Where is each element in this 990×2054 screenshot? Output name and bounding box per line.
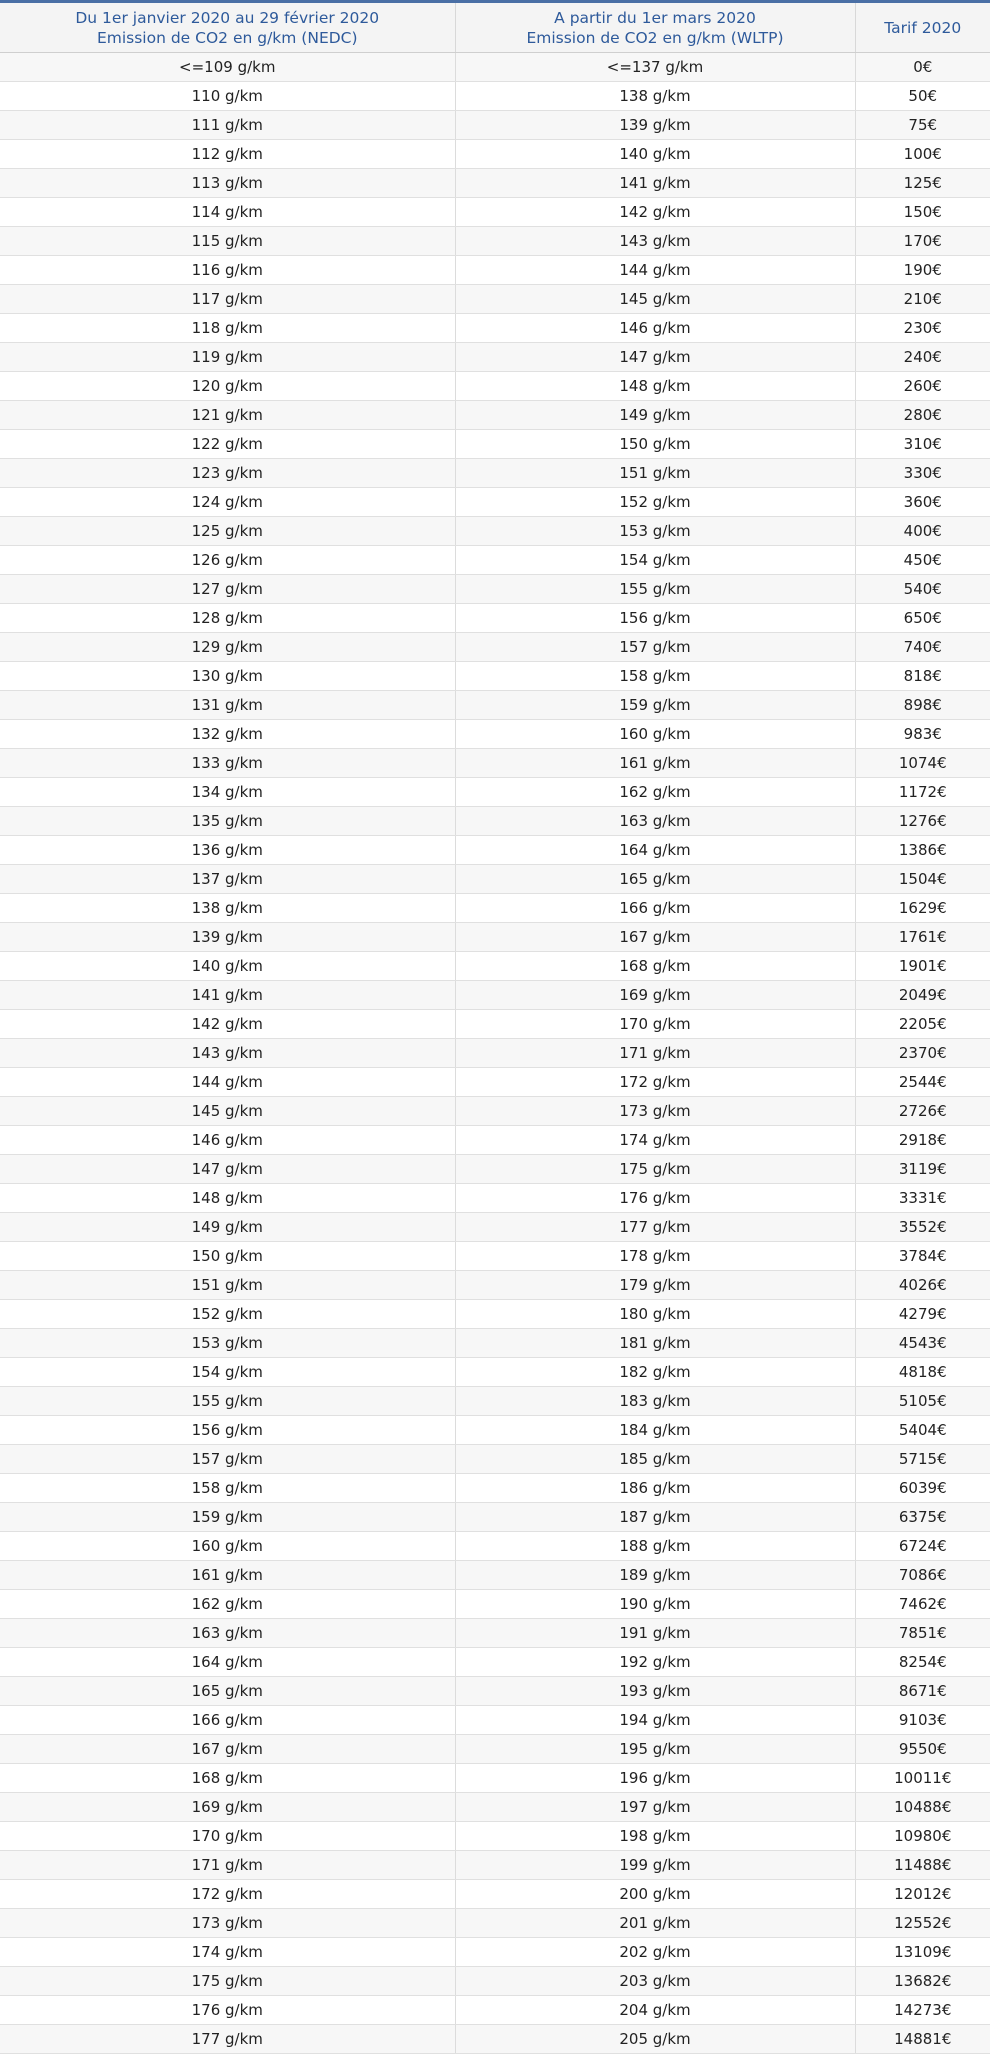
cell-nedc: 174 g/km bbox=[0, 1938, 455, 1967]
cell-wltp: 183 g/km bbox=[455, 1387, 855, 1416]
cell-wltp: 165 g/km bbox=[455, 865, 855, 894]
cell-wltp: 182 g/km bbox=[455, 1358, 855, 1387]
table-row bbox=[0, 604, 990, 633]
cell-tarif: 0€ bbox=[855, 53, 990, 82]
header-nedc bbox=[0, 3, 455, 53]
cell-wltp: 152 g/km bbox=[455, 488, 855, 517]
table-row bbox=[0, 1445, 990, 1474]
cell-nedc: 163 g/km bbox=[0, 1619, 455, 1648]
cell-tarif: 983€ bbox=[855, 720, 990, 749]
table-row bbox=[0, 1358, 990, 1387]
cell-nedc: 177 g/km bbox=[0, 2025, 455, 2054]
table-row bbox=[0, 952, 990, 981]
cell-nedc: 150 g/km bbox=[0, 1242, 455, 1271]
cell-tarif: 75€ bbox=[855, 111, 990, 140]
table-row bbox=[0, 1213, 990, 1242]
cell-tarif: 818€ bbox=[855, 662, 990, 691]
table-row bbox=[0, 169, 990, 198]
table-row bbox=[0, 923, 990, 952]
table-row bbox=[0, 459, 990, 488]
cell-nedc: 155 g/km bbox=[0, 1387, 455, 1416]
table-row bbox=[0, 1532, 990, 1561]
cell-nedc: 136 g/km bbox=[0, 836, 455, 865]
table-row bbox=[0, 1039, 990, 1068]
cell-tarif: 2918€ bbox=[855, 1126, 990, 1155]
cell-nedc: 139 g/km bbox=[0, 923, 455, 952]
cell-tarif: 330€ bbox=[855, 459, 990, 488]
cell-nedc: 156 g/km bbox=[0, 1416, 455, 1445]
cell-tarif: 1901€ bbox=[855, 952, 990, 981]
table-row bbox=[0, 1329, 990, 1358]
cell-nedc: 115 g/km bbox=[0, 227, 455, 256]
header-wltp bbox=[455, 3, 855, 53]
table-body bbox=[0, 53, 990, 2054]
table-row bbox=[0, 1996, 990, 2025]
header-nedc-period: Du 1er janvier 2020 au 29 février 2020 bbox=[75, 8, 380, 27]
cell-nedc: 162 g/km bbox=[0, 1590, 455, 1619]
cell-tarif: 650€ bbox=[855, 604, 990, 633]
table-row bbox=[0, 720, 990, 749]
cell-tarif: 150€ bbox=[855, 198, 990, 227]
cell-nedc: 129 g/km bbox=[0, 633, 455, 662]
cell-tarif: 125€ bbox=[855, 169, 990, 198]
cell-nedc: 113 g/km bbox=[0, 169, 455, 198]
cell-wltp: 170 g/km bbox=[455, 1010, 855, 1039]
cell-nedc: 126 g/km bbox=[0, 546, 455, 575]
cell-tarif: 1504€ bbox=[855, 865, 990, 894]
table-row bbox=[0, 807, 990, 836]
cell-wltp: 191 g/km bbox=[455, 1619, 855, 1648]
cell-wltp: 192 g/km bbox=[455, 1648, 855, 1677]
table-row bbox=[0, 865, 990, 894]
table-row bbox=[0, 517, 990, 546]
cell-wltp: 193 g/km bbox=[455, 1677, 855, 1706]
cell-tarif: 898€ bbox=[855, 691, 990, 720]
cell-nedc: 110 g/km bbox=[0, 82, 455, 111]
cell-wltp: 203 g/km bbox=[455, 1967, 855, 1996]
cell-wltp: 154 g/km bbox=[455, 546, 855, 575]
table-row bbox=[0, 1068, 990, 1097]
table-row bbox=[0, 2025, 990, 2054]
cell-tarif: 1386€ bbox=[855, 836, 990, 865]
cell-nedc: 127 g/km bbox=[0, 575, 455, 604]
cell-tarif: 450€ bbox=[855, 546, 990, 575]
cell-wltp: 185 g/km bbox=[455, 1445, 855, 1474]
table-row bbox=[0, 488, 990, 517]
table-row bbox=[0, 1735, 990, 1764]
cell-wltp: 174 g/km bbox=[455, 1126, 855, 1155]
table-row bbox=[0, 1271, 990, 1300]
cell-wltp: 166 g/km bbox=[455, 894, 855, 923]
cell-nedc: 165 g/km bbox=[0, 1677, 455, 1706]
cell-wltp: 157 g/km bbox=[455, 633, 855, 662]
cell-tarif: 3119€ bbox=[855, 1155, 990, 1184]
cell-wltp: 156 g/km bbox=[455, 604, 855, 633]
header-nedc-label: Emission de CO2 en g/km (NEDC) bbox=[96, 28, 358, 47]
cell-nedc: 159 g/km bbox=[0, 1503, 455, 1532]
table-row bbox=[0, 1561, 990, 1590]
cell-nedc: 157 g/km bbox=[0, 1445, 455, 1474]
cell-tarif: 7851€ bbox=[855, 1619, 990, 1648]
cell-tarif: 10488€ bbox=[855, 1793, 990, 1822]
cell-nedc: 149 g/km bbox=[0, 1213, 455, 1242]
cell-tarif: 8671€ bbox=[855, 1677, 990, 1706]
cell-nedc: 123 g/km bbox=[0, 459, 455, 488]
table-row bbox=[0, 1416, 990, 1445]
cell-wltp: 142 g/km bbox=[455, 198, 855, 227]
cell-tarif: 14273€ bbox=[855, 1996, 990, 2025]
table-row bbox=[0, 894, 990, 923]
cell-nedc: 124 g/km bbox=[0, 488, 455, 517]
cell-nedc: 122 g/km bbox=[0, 430, 455, 459]
cell-tarif: 1172€ bbox=[855, 778, 990, 807]
table-row bbox=[0, 1590, 990, 1619]
cell-tarif: 9103€ bbox=[855, 1706, 990, 1735]
cell-tarif: 12552€ bbox=[855, 1909, 990, 1938]
table-row bbox=[0, 343, 990, 372]
table-row bbox=[0, 1938, 990, 1967]
cell-wltp: 164 g/km bbox=[455, 836, 855, 865]
cell-wltp: 205 g/km bbox=[455, 2025, 855, 2054]
table-row bbox=[0, 1126, 990, 1155]
table-row bbox=[0, 1242, 990, 1271]
cell-wltp: 200 g/km bbox=[455, 1880, 855, 1909]
cell-wltp: 204 g/km bbox=[455, 1996, 855, 2025]
cell-nedc: 121 g/km bbox=[0, 401, 455, 430]
cell-tarif: 4543€ bbox=[855, 1329, 990, 1358]
table-row bbox=[0, 1503, 990, 1532]
cell-nedc: 111 g/km bbox=[0, 111, 455, 140]
cell-wltp: 184 g/km bbox=[455, 1416, 855, 1445]
table-row bbox=[0, 1793, 990, 1822]
cell-wltp: 190 g/km bbox=[455, 1590, 855, 1619]
table-row bbox=[0, 430, 990, 459]
header-wltp-period: A partir du 1er mars 2020 bbox=[554, 8, 756, 27]
cell-tarif: 7462€ bbox=[855, 1590, 990, 1619]
cell-tarif: 400€ bbox=[855, 517, 990, 546]
cell-wltp: 180 g/km bbox=[455, 1300, 855, 1329]
cell-nedc: 112 g/km bbox=[0, 140, 455, 169]
cell-tarif: 540€ bbox=[855, 575, 990, 604]
cell-tarif: 170€ bbox=[855, 227, 990, 256]
cell-nedc: 133 g/km bbox=[0, 749, 455, 778]
cell-nedc: 131 g/km bbox=[0, 691, 455, 720]
cell-wltp: 177 g/km bbox=[455, 1213, 855, 1242]
cell-wltp: 195 g/km bbox=[455, 1735, 855, 1764]
cell-nedc: 130 g/km bbox=[0, 662, 455, 691]
table-row bbox=[0, 546, 990, 575]
cell-tarif: 310€ bbox=[855, 430, 990, 459]
table-row bbox=[0, 1677, 990, 1706]
cell-tarif: 100€ bbox=[855, 140, 990, 169]
cell-wltp: 155 g/km bbox=[455, 575, 855, 604]
cell-nedc: 119 g/km bbox=[0, 343, 455, 372]
cell-tarif: 6039€ bbox=[855, 1474, 990, 1503]
cell-wltp: <=137 g/km bbox=[455, 53, 855, 82]
table-row bbox=[0, 227, 990, 256]
cell-tarif: 740€ bbox=[855, 633, 990, 662]
cell-wltp: 141 g/km bbox=[455, 169, 855, 198]
cell-wltp: 161 g/km bbox=[455, 749, 855, 778]
cell-wltp: 198 g/km bbox=[455, 1822, 855, 1851]
cell-tarif: 2726€ bbox=[855, 1097, 990, 1126]
cell-wltp: 197 g/km bbox=[455, 1793, 855, 1822]
cell-wltp: 149 g/km bbox=[455, 401, 855, 430]
cell-tarif: 1761€ bbox=[855, 923, 990, 952]
cell-tarif: 10011€ bbox=[855, 1764, 990, 1793]
cell-wltp: 138 g/km bbox=[455, 82, 855, 111]
cell-nedc: 141 g/km bbox=[0, 981, 455, 1010]
cell-wltp: 168 g/km bbox=[455, 952, 855, 981]
cell-nedc: 138 g/km bbox=[0, 894, 455, 923]
table-header bbox=[0, 3, 990, 53]
table-row bbox=[0, 1851, 990, 1880]
table-row bbox=[0, 1967, 990, 1996]
cell-nedc: 118 g/km bbox=[0, 314, 455, 343]
table-row bbox=[0, 1010, 990, 1039]
table-row bbox=[0, 1387, 990, 1416]
table-row bbox=[0, 1822, 990, 1851]
cell-tarif: 3784€ bbox=[855, 1242, 990, 1271]
table-row bbox=[0, 1474, 990, 1503]
cell-tarif: 1629€ bbox=[855, 894, 990, 923]
cell-wltp: 202 g/km bbox=[455, 1938, 855, 1967]
header-tarif-label: Tarif 2020 bbox=[884, 18, 962, 37]
table-row bbox=[0, 1155, 990, 1184]
cell-tarif: 2049€ bbox=[855, 981, 990, 1010]
cell-nedc: 160 g/km bbox=[0, 1532, 455, 1561]
cell-wltp: 148 g/km bbox=[455, 372, 855, 401]
table-row bbox=[0, 372, 990, 401]
cell-nedc: 146 g/km bbox=[0, 1126, 455, 1155]
table-row bbox=[0, 53, 990, 82]
cell-nedc: 172 g/km bbox=[0, 1880, 455, 1909]
cell-tarif: 5404€ bbox=[855, 1416, 990, 1445]
cell-tarif: 2370€ bbox=[855, 1039, 990, 1068]
cell-tarif: 260€ bbox=[855, 372, 990, 401]
cell-nedc: 134 g/km bbox=[0, 778, 455, 807]
cell-wltp: 194 g/km bbox=[455, 1706, 855, 1735]
cell-wltp: 163 g/km bbox=[455, 807, 855, 836]
cell-nedc: 161 g/km bbox=[0, 1561, 455, 1590]
cell-tarif: 360€ bbox=[855, 488, 990, 517]
cell-wltp: 186 g/km bbox=[455, 1474, 855, 1503]
cell-wltp: 167 g/km bbox=[455, 923, 855, 952]
cell-nedc: 151 g/km bbox=[0, 1271, 455, 1300]
table-row bbox=[0, 662, 990, 691]
table-row bbox=[0, 314, 990, 343]
cell-nedc: 171 g/km bbox=[0, 1851, 455, 1880]
cell-nedc: 143 g/km bbox=[0, 1039, 455, 1068]
cell-nedc: 114 g/km bbox=[0, 198, 455, 227]
cell-wltp: 153 g/km bbox=[455, 517, 855, 546]
cell-tarif: 4026€ bbox=[855, 1271, 990, 1300]
cell-wltp: 140 g/km bbox=[455, 140, 855, 169]
cell-nedc: 142 g/km bbox=[0, 1010, 455, 1039]
cell-nedc: 167 g/km bbox=[0, 1735, 455, 1764]
cell-wltp: 176 g/km bbox=[455, 1184, 855, 1213]
cell-tarif: 3331€ bbox=[855, 1184, 990, 1213]
cell-wltp: 181 g/km bbox=[455, 1329, 855, 1358]
table-row bbox=[0, 1764, 990, 1793]
cell-wltp: 162 g/km bbox=[455, 778, 855, 807]
cell-wltp: 145 g/km bbox=[455, 285, 855, 314]
cell-nedc: 135 g/km bbox=[0, 807, 455, 836]
table-row bbox=[0, 1880, 990, 1909]
table-row bbox=[0, 981, 990, 1010]
cell-nedc: 152 g/km bbox=[0, 1300, 455, 1329]
table-row bbox=[0, 1097, 990, 1126]
cell-nedc: 173 g/km bbox=[0, 1909, 455, 1938]
cell-tarif: 190€ bbox=[855, 256, 990, 285]
table-row bbox=[0, 111, 990, 140]
cell-nedc: 166 g/km bbox=[0, 1706, 455, 1735]
cell-tarif: 1276€ bbox=[855, 807, 990, 836]
table-row bbox=[0, 140, 990, 169]
table-row bbox=[0, 778, 990, 807]
table-row bbox=[0, 749, 990, 778]
cell-nedc: 116 g/km bbox=[0, 256, 455, 285]
cell-tarif: 3552€ bbox=[855, 1213, 990, 1242]
table-row bbox=[0, 82, 990, 111]
cell-wltp: 187 g/km bbox=[455, 1503, 855, 1532]
table-row bbox=[0, 1619, 990, 1648]
cell-wltp: 201 g/km bbox=[455, 1909, 855, 1938]
cell-nedc: 168 g/km bbox=[0, 1764, 455, 1793]
cell-nedc: 144 g/km bbox=[0, 1068, 455, 1097]
cell-nedc: 148 g/km bbox=[0, 1184, 455, 1213]
cell-wltp: 146 g/km bbox=[455, 314, 855, 343]
table-row bbox=[0, 1184, 990, 1213]
cell-tarif: 210€ bbox=[855, 285, 990, 314]
cell-tarif: 10980€ bbox=[855, 1822, 990, 1851]
cell-nedc: 170 g/km bbox=[0, 1822, 455, 1851]
cell-tarif: 13682€ bbox=[855, 1967, 990, 1996]
cell-tarif: 50€ bbox=[855, 82, 990, 111]
cell-nedc: 125 g/km bbox=[0, 517, 455, 546]
cell-nedc: 117 g/km bbox=[0, 285, 455, 314]
cell-wltp: 188 g/km bbox=[455, 1532, 855, 1561]
cell-wltp: 199 g/km bbox=[455, 1851, 855, 1880]
table-row bbox=[0, 401, 990, 430]
table-row bbox=[0, 256, 990, 285]
table-row bbox=[0, 691, 990, 720]
cell-wltp: 139 g/km bbox=[455, 111, 855, 140]
table-row bbox=[0, 1909, 990, 1938]
cell-nedc: 176 g/km bbox=[0, 1996, 455, 2025]
table-row bbox=[0, 836, 990, 865]
cell-tarif: 2205€ bbox=[855, 1010, 990, 1039]
header-tarif bbox=[855, 3, 990, 53]
cell-wltp: 196 g/km bbox=[455, 1764, 855, 1793]
cell-wltp: 159 g/km bbox=[455, 691, 855, 720]
cell-nedc: 132 g/km bbox=[0, 720, 455, 749]
cell-tarif: 5715€ bbox=[855, 1445, 990, 1474]
cell-tarif: 13109€ bbox=[855, 1938, 990, 1967]
header-wltp-label: Emission de CO2 en g/km (WLTP) bbox=[526, 28, 784, 47]
table-row bbox=[0, 1706, 990, 1735]
cell-wltp: 178 g/km bbox=[455, 1242, 855, 1271]
cell-wltp: 150 g/km bbox=[455, 430, 855, 459]
cell-tarif: 230€ bbox=[855, 314, 990, 343]
cell-wltp: 172 g/km bbox=[455, 1068, 855, 1097]
cell-tarif: 12012€ bbox=[855, 1880, 990, 1909]
cell-wltp: 179 g/km bbox=[455, 1271, 855, 1300]
cell-tarif: 5105€ bbox=[855, 1387, 990, 1416]
header-row bbox=[0, 3, 990, 53]
cell-tarif: 2544€ bbox=[855, 1068, 990, 1097]
cell-wltp: 160 g/km bbox=[455, 720, 855, 749]
cell-wltp: 151 g/km bbox=[455, 459, 855, 488]
cell-tarif: 6375€ bbox=[855, 1503, 990, 1532]
cell-nedc: 154 g/km bbox=[0, 1358, 455, 1387]
cell-nedc: 140 g/km bbox=[0, 952, 455, 981]
cell-nedc: 169 g/km bbox=[0, 1793, 455, 1822]
cell-nedc: 120 g/km bbox=[0, 372, 455, 401]
cell-tarif: 8254€ bbox=[855, 1648, 990, 1677]
cell-tarif: 14881€ bbox=[855, 2025, 990, 2054]
cell-nedc: 158 g/km bbox=[0, 1474, 455, 1503]
table-row bbox=[0, 198, 990, 227]
cell-wltp: 158 g/km bbox=[455, 662, 855, 691]
cell-wltp: 175 g/km bbox=[455, 1155, 855, 1184]
cell-nedc: 175 g/km bbox=[0, 1967, 455, 1996]
table-row bbox=[0, 575, 990, 604]
cell-nedc: 128 g/km bbox=[0, 604, 455, 633]
cell-tarif: 240€ bbox=[855, 343, 990, 372]
cell-nedc: 164 g/km bbox=[0, 1648, 455, 1677]
cell-nedc: 153 g/km bbox=[0, 1329, 455, 1358]
malus-table bbox=[0, 3, 990, 2054]
table-row bbox=[0, 1648, 990, 1677]
cell-wltp: 169 g/km bbox=[455, 981, 855, 1010]
cell-tarif: 1074€ bbox=[855, 749, 990, 778]
cell-tarif: 11488€ bbox=[855, 1851, 990, 1880]
cell-nedc: 147 g/km bbox=[0, 1155, 455, 1184]
cell-nedc: <=109 g/km bbox=[0, 53, 455, 82]
cell-nedc: 145 g/km bbox=[0, 1097, 455, 1126]
cell-tarif: 280€ bbox=[855, 401, 990, 430]
cell-tarif: 6724€ bbox=[855, 1532, 990, 1561]
table-row bbox=[0, 633, 990, 662]
cell-tarif: 4279€ bbox=[855, 1300, 990, 1329]
cell-wltp: 144 g/km bbox=[455, 256, 855, 285]
table-row bbox=[0, 285, 990, 314]
cell-wltp: 173 g/km bbox=[455, 1097, 855, 1126]
cell-wltp: 189 g/km bbox=[455, 1561, 855, 1590]
cell-wltp: 171 g/km bbox=[455, 1039, 855, 1068]
cell-tarif: 7086€ bbox=[855, 1561, 990, 1590]
table-row bbox=[0, 1300, 990, 1329]
cell-wltp: 147 g/km bbox=[455, 343, 855, 372]
cell-tarif: 9550€ bbox=[855, 1735, 990, 1764]
cell-tarif: 4818€ bbox=[855, 1358, 990, 1387]
cell-wltp: 143 g/km bbox=[455, 227, 855, 256]
cell-nedc: 137 g/km bbox=[0, 865, 455, 894]
